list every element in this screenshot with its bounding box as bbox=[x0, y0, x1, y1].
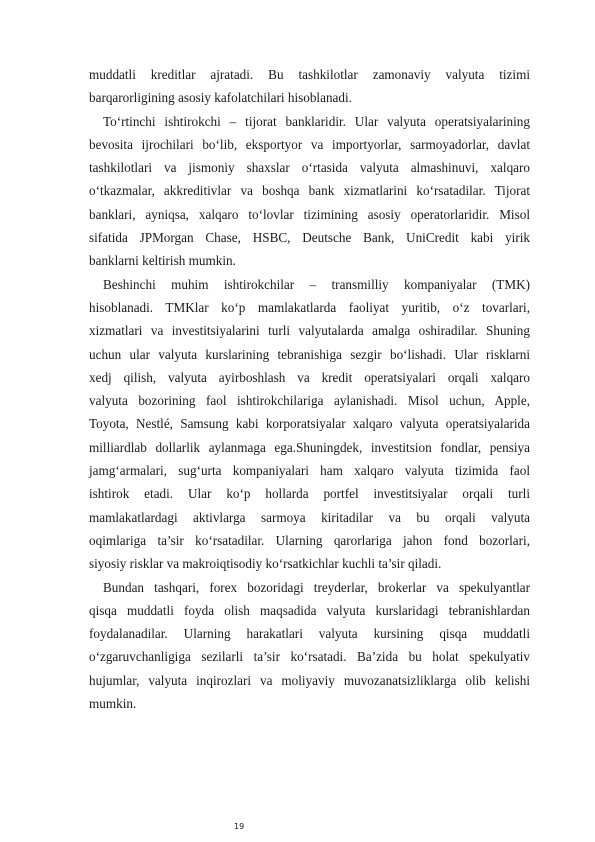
text-line: milliardlab dollarlik aylanmaga ega.Shuningdek, investitsion fondlar, pensiya bbox=[89, 439, 530, 455]
text-line: xedj qilish, valyuta ayirboshlash va kredit operatsiyalari orqali xalqaro bbox=[89, 369, 530, 385]
text-line: banklarni keltirish mumkin. bbox=[89, 253, 236, 269]
text-line: o‘tkazmalar, akkreditivlar va boshqa bank xizmatlarini ko‘rsatadilar. Tijorat bbox=[89, 183, 530, 199]
text-line: Toyota, Nestlé, Samsung kabi korporatsiyalar xalqaro valyuta operatsiyalarida bbox=[89, 416, 530, 432]
text-line: Bundan tashqari, forex bozoridagi treyderlar, brokerlar va spekulyantlar bbox=[103, 579, 530, 595]
text-line: muddatli kreditlar ajratadi. Bu tashkilotlar zamonaviy valyuta tizimi bbox=[89, 67, 530, 82]
page-number: 19 bbox=[234, 822, 245, 831]
text-line: qisqa muddatli foyda olish maqsadida valyuta kurslaridagi tebranishlardan bbox=[89, 602, 530, 618]
text-line: mamlakatlardagi aktivlarga sarmoya kiritadilar va bu orqali valyuta bbox=[89, 509, 530, 525]
text-line: hujumlar, valyuta inqirozlari va moliyaviy muvozanatsizliklarga olib kelishi bbox=[89, 672, 530, 688]
text-line: jamg‘armalari, sug‘urta kompaniyalari ham xalqaro valyuta tizimida faol bbox=[89, 463, 530, 479]
text-line: xizmatlari va investitsiyalarini turli valyutalarda amalga oshiradilar. Shuning bbox=[89, 323, 530, 339]
text-line: ishtirok etadi. Ular ko‘p hollarda portfel investitsiyalar orqali turli bbox=[89, 486, 530, 502]
text-line: hisoblanadi. TMKlar ko‘p mamlakatlarda faoliyat yuritib, o‘z tovarlari, bbox=[89, 299, 530, 315]
text-line: foydalanadilar. Ularning harakatlari valyuta kursining qisqa muddatli bbox=[89, 626, 530, 642]
text-line: o‘zgaruvchanligiga sezilarli ta’sir ko‘rsatadi. Ba’zida bu holat spekulyativ bbox=[89, 649, 530, 665]
text-line: valyuta bozorining faol ishtirokchilariga aylanishadi. Misol uchun, Apple, bbox=[89, 393, 530, 409]
text-line: siyosiy risklar va makroiqtisodiy ko‘rsatkichlar kuchli ta’sir qiladi. bbox=[89, 556, 442, 572]
text-line: oqimlariga ta’sir ko‘rsatadilar. Ularning qarorlariga jahon fond bozorlari, bbox=[89, 532, 530, 548]
text-line: tashkilotlari va jismoniy shaxslar o‘rtasida valyuta almashinuvi, xalqaro bbox=[89, 160, 530, 176]
text-line: uchun ular valyuta kurslarining tebranishiga sezgir bo‘lishadi. Ular risklarni bbox=[89, 346, 530, 362]
document-body bbox=[89, 63, 530, 715]
text-line: barqarorligining asosiy kafolatchilari hisoblanadi. bbox=[89, 90, 352, 106]
text-line: bevosita ijrochilari bo‘lib, eksportyor va importyorlar, sarmoyadorlar, davlat bbox=[89, 136, 530, 152]
text-line: To‘rtinchi ishtirokchi – tijorat banklaridir. Ular valyuta operatsiyalarining bbox=[103, 113, 530, 129]
text-line: Beshinchi muhim ishtirokchilar – transmilliy kompaniyalar (TMK) bbox=[103, 276, 530, 292]
text-line: banklari, ayniqsa, xalqaro to‘lovlar tizimining asosiy operatorlaridir. Misol bbox=[89, 206, 530, 222]
text-line: mumkin. bbox=[89, 696, 137, 712]
text-line: sifatida JPMorgan Chase, HSBC, Deutsche Bank, UniCredit kabi yirik bbox=[89, 230, 530, 246]
